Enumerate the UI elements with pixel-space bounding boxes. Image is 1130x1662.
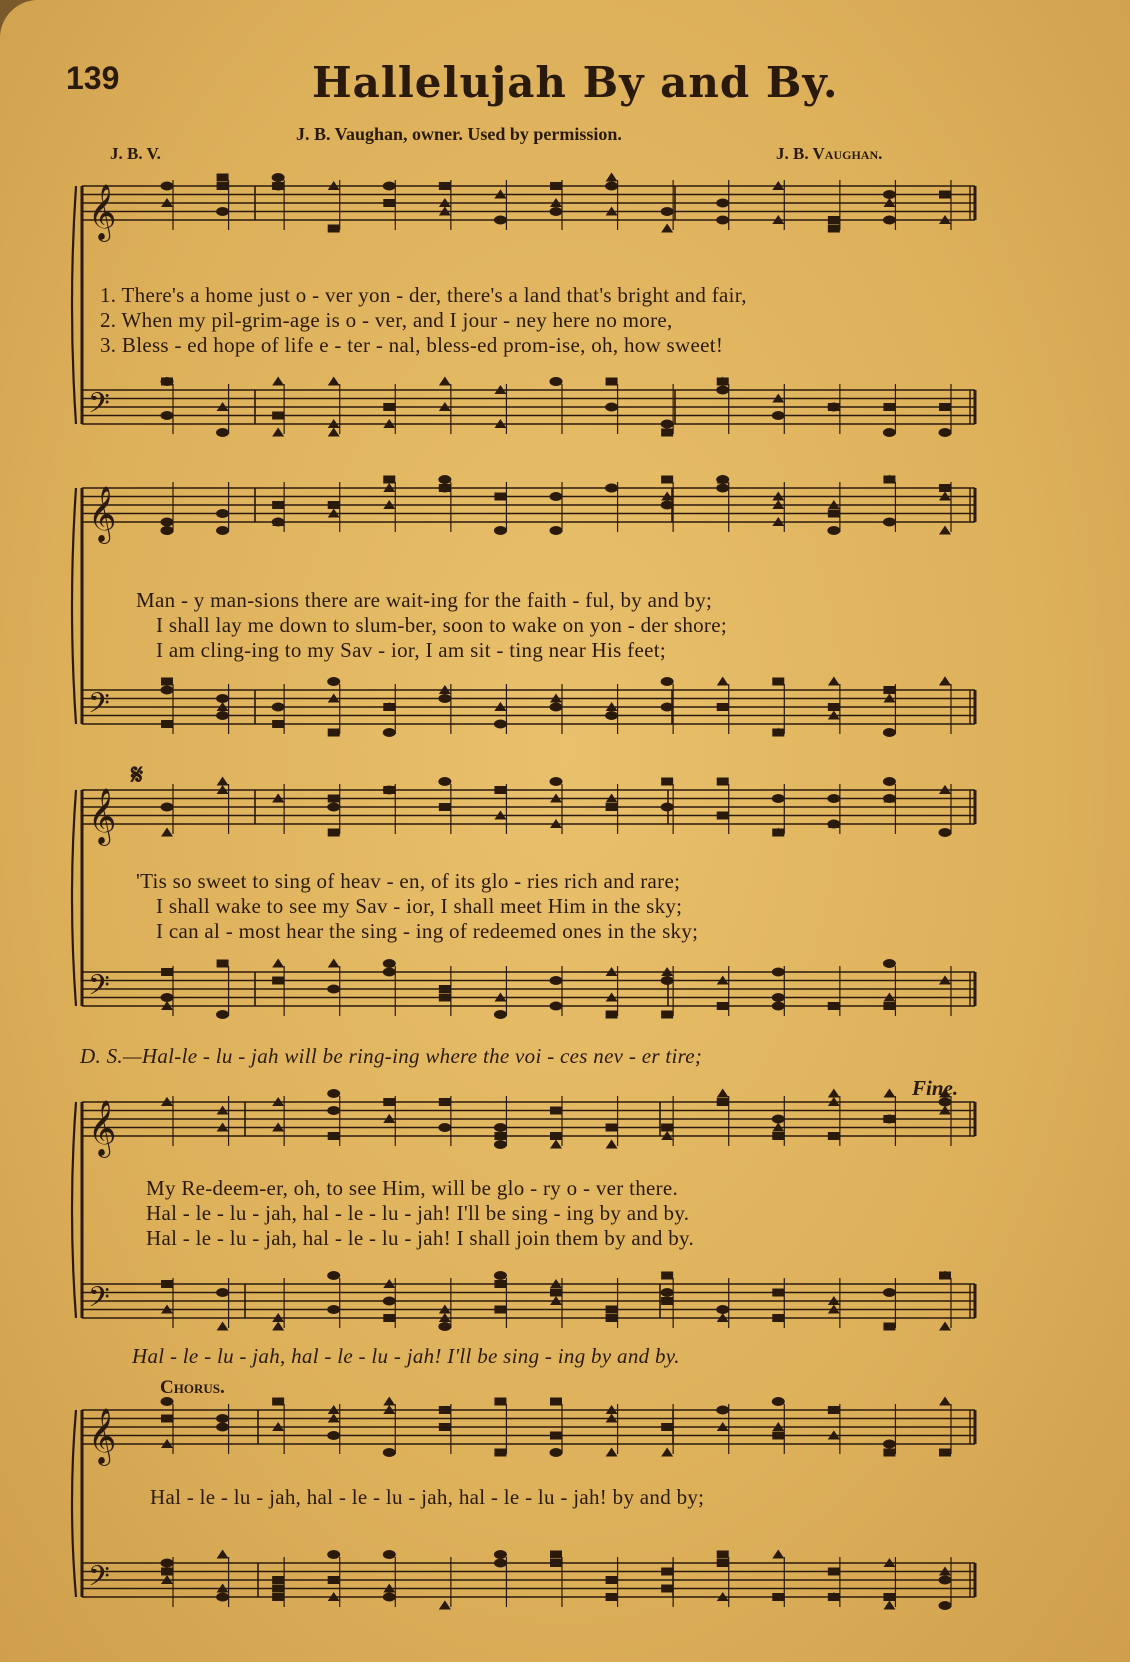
shape-note bbox=[828, 1089, 840, 1098]
shape-note bbox=[327, 985, 340, 994]
shape-note bbox=[327, 677, 340, 686]
shape-note bbox=[550, 1398, 562, 1406]
shape-note bbox=[939, 1397, 951, 1406]
shape-note bbox=[939, 191, 951, 199]
shape-note bbox=[328, 729, 340, 737]
shape-note bbox=[161, 1559, 174, 1568]
shape-note bbox=[883, 1323, 895, 1331]
treble-clef-icon: 𝄞 bbox=[88, 1408, 117, 1464]
shape-note bbox=[606, 1314, 618, 1322]
shape-note bbox=[272, 720, 284, 728]
shape-note bbox=[939, 484, 951, 492]
shape-note bbox=[772, 829, 784, 837]
shape-note bbox=[772, 1550, 784, 1559]
shape-note bbox=[272, 173, 285, 182]
shape-note bbox=[494, 1132, 506, 1140]
shape-note bbox=[439, 484, 451, 492]
shape-note bbox=[383, 1448, 396, 1457]
shape-note bbox=[550, 1140, 562, 1149]
lyric-line: 'Tis so sweet to sing of heav - en, of its glo - ries rich and rare; bbox=[136, 869, 681, 893]
shape-note bbox=[716, 484, 729, 493]
shape-note bbox=[217, 174, 229, 182]
shape-note bbox=[828, 703, 840, 711]
shape-note bbox=[216, 1423, 229, 1432]
shape-note bbox=[272, 1398, 284, 1406]
lyric-line: Man - y man-sions there are wait-ing for the faith - ful, by and by; bbox=[136, 588, 713, 612]
shape-note bbox=[772, 1432, 784, 1440]
shape-note bbox=[439, 1098, 451, 1106]
shape-note bbox=[772, 678, 784, 686]
shape-note bbox=[883, 216, 896, 225]
shape-note bbox=[439, 1423, 451, 1431]
bass-echo-lyric: Hal - le - lu - jah, hal - le - lu - jah! I'll be sing - ing by and by. bbox=[132, 1344, 680, 1368]
shape-note bbox=[216, 1288, 229, 1297]
shape-note bbox=[272, 977, 284, 985]
shape-note bbox=[717, 1098, 729, 1106]
shape-note bbox=[772, 968, 785, 977]
page-number: 139 bbox=[66, 60, 120, 96]
shape-note bbox=[827, 526, 840, 535]
shape-note bbox=[439, 182, 451, 190]
shape-note bbox=[161, 993, 174, 1002]
lyric-line: My Re-deem-er, oh, to see Him, will be glo - ry o - ver there. bbox=[146, 1176, 679, 1200]
shape-note bbox=[939, 1601, 952, 1610]
shape-note bbox=[661, 1448, 673, 1457]
composer-name: J. B. Vaughan. bbox=[776, 144, 883, 163]
lyric-line: 3. Bless - ed hope of life e - ter - nal, bless-ed prom-ise, oh, how sweet! bbox=[100, 333, 724, 357]
shape-note bbox=[161, 720, 173, 728]
shape-note bbox=[383, 199, 395, 207]
shape-note bbox=[217, 960, 229, 968]
bass-clef-icon: 𝄢 bbox=[88, 1281, 110, 1321]
shape-note bbox=[883, 777, 896, 786]
shape-note bbox=[161, 182, 174, 191]
shape-note bbox=[939, 1576, 952, 1585]
shape-note bbox=[828, 225, 840, 233]
shape-note bbox=[272, 377, 284, 386]
shape-note bbox=[217, 182, 229, 190]
shape-note bbox=[661, 778, 673, 786]
shape-note bbox=[383, 1550, 396, 1559]
shape-note bbox=[605, 403, 618, 412]
shape-note bbox=[550, 526, 563, 535]
shape-note bbox=[494, 1010, 507, 1019]
shape-note bbox=[717, 1002, 729, 1010]
shape-note bbox=[661, 224, 673, 233]
shape-note bbox=[550, 1002, 563, 1011]
shape-note bbox=[772, 794, 785, 803]
shape-note bbox=[328, 377, 340, 386]
shape-note bbox=[939, 1449, 951, 1457]
shape-note bbox=[161, 378, 173, 386]
shape-note bbox=[550, 976, 563, 985]
shape-note bbox=[439, 985, 451, 993]
shape-note bbox=[883, 428, 896, 437]
shape-note bbox=[827, 820, 840, 829]
shape-note bbox=[661, 207, 674, 216]
shape-note bbox=[272, 412, 284, 420]
shape-note bbox=[550, 182, 562, 190]
shape-note bbox=[216, 694, 229, 703]
shape-note bbox=[883, 959, 896, 968]
shape-note bbox=[161, 526, 174, 535]
shape-note bbox=[605, 484, 618, 493]
shape-note bbox=[717, 703, 729, 711]
shape-note bbox=[327, 1106, 340, 1115]
fine-marking: Fine. bbox=[912, 1076, 959, 1100]
shape-note bbox=[828, 1002, 840, 1010]
shape-note bbox=[272, 959, 284, 968]
shape-note bbox=[327, 1431, 340, 1440]
shape-note bbox=[605, 182, 618, 191]
bass-clef-icon: 𝄢 bbox=[88, 387, 110, 427]
shape-note bbox=[216, 526, 229, 535]
shape-note bbox=[438, 1322, 451, 1331]
shape-note bbox=[550, 777, 563, 786]
shape-note bbox=[717, 1559, 729, 1567]
shape-note bbox=[772, 729, 784, 737]
shape-note bbox=[494, 216, 507, 225]
shape-note bbox=[550, 207, 563, 216]
shape-note bbox=[883, 403, 895, 411]
system-brace bbox=[72, 186, 76, 424]
shape-note bbox=[328, 225, 340, 233]
shape-note bbox=[661, 1568, 673, 1576]
shape-note bbox=[661, 1272, 673, 1280]
shape-note bbox=[883, 686, 895, 694]
shape-note bbox=[494, 1449, 506, 1457]
shape-note bbox=[161, 828, 173, 837]
shape-note bbox=[383, 476, 395, 484]
system-brace bbox=[72, 488, 76, 724]
shape-note bbox=[661, 1423, 673, 1431]
shape-note bbox=[383, 1593, 396, 1602]
shape-note bbox=[272, 1585, 284, 1593]
lyric-line: 1. There's a home just o - ver yon - der, there's a land that's bright and fair, bbox=[100, 283, 747, 307]
shape-note bbox=[327, 1550, 340, 1559]
shape-note bbox=[772, 1314, 784, 1322]
shape-note bbox=[439, 1406, 451, 1414]
shape-note bbox=[661, 1288, 674, 1297]
shape-note bbox=[883, 476, 895, 484]
shape-note bbox=[216, 1593, 229, 1602]
shape-note bbox=[606, 1593, 618, 1601]
shape-note bbox=[383, 959, 396, 968]
shape-note bbox=[606, 173, 618, 182]
shape-note bbox=[828, 1132, 840, 1140]
shape-note bbox=[328, 795, 340, 803]
shape-note bbox=[494, 526, 507, 535]
shape-note bbox=[328, 428, 340, 437]
treble-clef-icon: 𝄞 bbox=[88, 486, 117, 542]
shape-note bbox=[828, 216, 840, 224]
shape-note bbox=[661, 501, 674, 510]
shape-note bbox=[550, 1432, 562, 1440]
shape-note bbox=[716, 216, 729, 225]
shape-note bbox=[494, 1123, 507, 1132]
shape-note bbox=[438, 1123, 451, 1132]
shape-note bbox=[550, 1551, 562, 1559]
shape-note bbox=[383, 403, 395, 411]
shape-note bbox=[661, 1585, 673, 1593]
shape-note bbox=[772, 1115, 785, 1124]
shape-note bbox=[661, 803, 674, 812]
shape-note bbox=[883, 190, 896, 199]
bass-clef-icon: 𝄢 bbox=[88, 687, 110, 727]
shape-note bbox=[272, 703, 285, 712]
shape-note bbox=[661, 429, 673, 437]
shape-note bbox=[328, 1576, 340, 1584]
shape-note bbox=[716, 199, 729, 208]
shape-note bbox=[883, 1002, 895, 1010]
shape-note bbox=[716, 386, 729, 395]
shape-note bbox=[827, 794, 840, 803]
shape-note bbox=[328, 959, 340, 968]
shape-note bbox=[494, 1306, 506, 1314]
shape-note bbox=[772, 1002, 785, 1011]
shape-note bbox=[883, 728, 896, 737]
shape-note bbox=[550, 1559, 562, 1567]
shape-note bbox=[494, 1140, 507, 1149]
system-brace bbox=[72, 790, 76, 1006]
shape-note bbox=[828, 677, 840, 686]
treble-clef-icon: 𝄞 bbox=[88, 184, 117, 240]
shape-note bbox=[383, 786, 396, 795]
shape-note bbox=[550, 1289, 562, 1297]
shape-note bbox=[606, 1576, 618, 1584]
shape-note bbox=[216, 711, 229, 720]
shape-note bbox=[661, 476, 673, 484]
shape-note bbox=[272, 1576, 284, 1584]
shape-note bbox=[161, 678, 173, 686]
shape-note bbox=[327, 803, 340, 812]
shape-note bbox=[939, 828, 952, 837]
shape-note bbox=[494, 1398, 506, 1406]
shape-note bbox=[217, 777, 229, 786]
shape-note bbox=[606, 378, 618, 386]
lyric-line: Hal - le - lu - jah, hal - le - lu - jah! I'll be sing - ing by and by. bbox=[146, 1201, 690, 1225]
shape-note bbox=[939, 526, 951, 535]
shape-note bbox=[272, 182, 285, 191]
shape-note bbox=[827, 403, 840, 412]
shape-note bbox=[161, 968, 173, 976]
shape-note bbox=[550, 492, 563, 501]
shape-note bbox=[661, 1297, 673, 1305]
shape-note bbox=[772, 1397, 785, 1406]
lyric-line: I shall lay me down to slum-ber, soon to wake on yon - der shore; bbox=[156, 613, 727, 637]
shape-note bbox=[439, 1601, 451, 1610]
shape-note bbox=[161, 1415, 173, 1423]
shape-note bbox=[494, 1550, 507, 1559]
shape-note bbox=[327, 1271, 340, 1280]
shape-note bbox=[717, 1551, 729, 1559]
lyric-line: I can al - most hear the sing - ing of redeemed ones in the sky; bbox=[156, 919, 699, 943]
shape-note bbox=[383, 728, 396, 737]
shape-note bbox=[606, 1448, 618, 1457]
shape-note bbox=[828, 1406, 840, 1414]
shape-note bbox=[772, 411, 785, 420]
shape-note bbox=[717, 812, 729, 820]
shape-note bbox=[439, 994, 451, 1002]
shape-note bbox=[828, 510, 840, 518]
shape-note bbox=[383, 1098, 395, 1106]
shape-note bbox=[439, 803, 451, 811]
shape-note bbox=[717, 1089, 729, 1098]
shape-note bbox=[161, 1280, 173, 1288]
shape-note bbox=[550, 703, 563, 712]
shape-note bbox=[661, 677, 674, 686]
shape-note bbox=[661, 976, 674, 985]
chorus-label: Chorus. bbox=[160, 1377, 225, 1398]
shape-note bbox=[550, 1107, 562, 1115]
shape-note bbox=[438, 777, 451, 786]
shape-note bbox=[772, 1593, 784, 1601]
shape-note bbox=[606, 803, 618, 811]
shape-note bbox=[161, 686, 174, 695]
shape-note bbox=[161, 803, 174, 812]
shape-note bbox=[606, 1124, 618, 1132]
lyric-line: Hal - le - lu - jah, hal - le - lu - jah! I shall join them by and by. bbox=[146, 1226, 694, 1250]
shape-note bbox=[328, 501, 340, 509]
bass-clef-icon: 𝄢 bbox=[88, 969, 110, 1009]
treble-clef-icon: 𝄞 bbox=[88, 788, 117, 844]
shape-note bbox=[494, 1559, 507, 1568]
shape-note bbox=[717, 677, 729, 686]
shape-note bbox=[327, 1089, 340, 1098]
lyric-line: I am cling-ing to my Sav - ior, I am sit - ting near His feet; bbox=[156, 638, 666, 662]
shape-note bbox=[828, 1568, 840, 1576]
shape-note bbox=[550, 1132, 562, 1140]
shape-note bbox=[772, 993, 785, 1002]
shape-note bbox=[327, 1305, 340, 1314]
shape-note bbox=[272, 428, 284, 437]
shape-note bbox=[883, 1089, 895, 1098]
shape-note bbox=[383, 182, 396, 191]
system-brace bbox=[72, 1410, 76, 1597]
shape-note bbox=[661, 1011, 673, 1019]
shape-note bbox=[883, 1593, 895, 1601]
shape-note bbox=[772, 1289, 784, 1297]
shape-note bbox=[883, 518, 896, 527]
shape-note bbox=[883, 1288, 896, 1297]
shape-note bbox=[439, 377, 451, 386]
ds-instruction: D. S.—Hal-le - lu - jah will be ring-ing where the voi - ces nev - er tire; bbox=[80, 1044, 703, 1068]
shape-note bbox=[494, 1280, 506, 1288]
shape-note bbox=[383, 1297, 396, 1306]
shape-note bbox=[438, 694, 451, 703]
shape-note bbox=[717, 778, 729, 786]
segno-icon: 𝄋 bbox=[131, 760, 144, 791]
shape-note bbox=[661, 420, 674, 429]
shape-note bbox=[217, 1550, 229, 1559]
shape-note bbox=[216, 1010, 229, 1019]
system-brace bbox=[72, 1102, 76, 1318]
shape-note bbox=[383, 1397, 395, 1406]
shape-note bbox=[217, 1322, 229, 1331]
shape-note bbox=[605, 711, 618, 720]
lyricist-initials: J. B. V. bbox=[110, 144, 161, 163]
shape-note bbox=[494, 493, 506, 501]
shape-note bbox=[606, 1140, 618, 1149]
shape-note bbox=[606, 1306, 618, 1314]
shape-note bbox=[716, 1406, 729, 1415]
hymn-title: Hallelujah By and By. bbox=[312, 58, 839, 107]
shape-note bbox=[828, 1593, 840, 1601]
shape-note bbox=[272, 501, 284, 509]
lyric-line: Hal - le - lu - jah, hal - le - lu - jah, hal - le - lu - jah! by and by; bbox=[150, 1485, 705, 1509]
shape-note bbox=[494, 1271, 507, 1280]
shape-note bbox=[383, 1314, 395, 1322]
shape-note bbox=[661, 1124, 673, 1132]
shape-note bbox=[550, 1448, 563, 1457]
shape-note bbox=[939, 677, 951, 686]
shape-note bbox=[383, 968, 396, 977]
shape-note bbox=[161, 518, 174, 527]
shape-note bbox=[494, 786, 506, 794]
copyright-credit: J. B. Vaughan, owner. Used by permission. bbox=[296, 124, 622, 144]
shape-note bbox=[661, 703, 674, 712]
shape-note bbox=[883, 1449, 895, 1457]
shape-note bbox=[939, 403, 951, 411]
shape-note bbox=[161, 411, 174, 420]
shape-note bbox=[328, 829, 340, 837]
shape-note bbox=[883, 1115, 896, 1124]
shape-note bbox=[494, 720, 507, 729]
shape-note bbox=[939, 428, 952, 437]
shape-note bbox=[272, 1593, 284, 1601]
shape-note bbox=[883, 1601, 895, 1610]
shape-note bbox=[272, 1322, 284, 1331]
shape-note bbox=[216, 509, 229, 518]
shape-note bbox=[716, 1305, 729, 1314]
treble-clef-icon: 𝄞 bbox=[88, 1100, 117, 1156]
shape-note bbox=[883, 1440, 896, 1449]
shape-note bbox=[216, 207, 229, 216]
shape-note bbox=[606, 1011, 618, 1019]
bass-clef-icon: 𝄢 bbox=[88, 1560, 110, 1600]
shape-note bbox=[216, 428, 229, 437]
shape-note bbox=[939, 1322, 951, 1331]
lyric-line: 2. When my pil-grim-age is o - ver, and I jour - ney here no more, bbox=[100, 308, 673, 332]
shape-note bbox=[550, 377, 563, 386]
shape-note bbox=[772, 1132, 784, 1140]
shape-note bbox=[438, 475, 451, 484]
shape-note bbox=[216, 1414, 229, 1423]
lyric-line: I shall wake to see my Sav - ior, I shall meet Him in the sky; bbox=[156, 894, 683, 918]
shape-note bbox=[161, 1568, 173, 1576]
shape-note bbox=[328, 1132, 340, 1140]
